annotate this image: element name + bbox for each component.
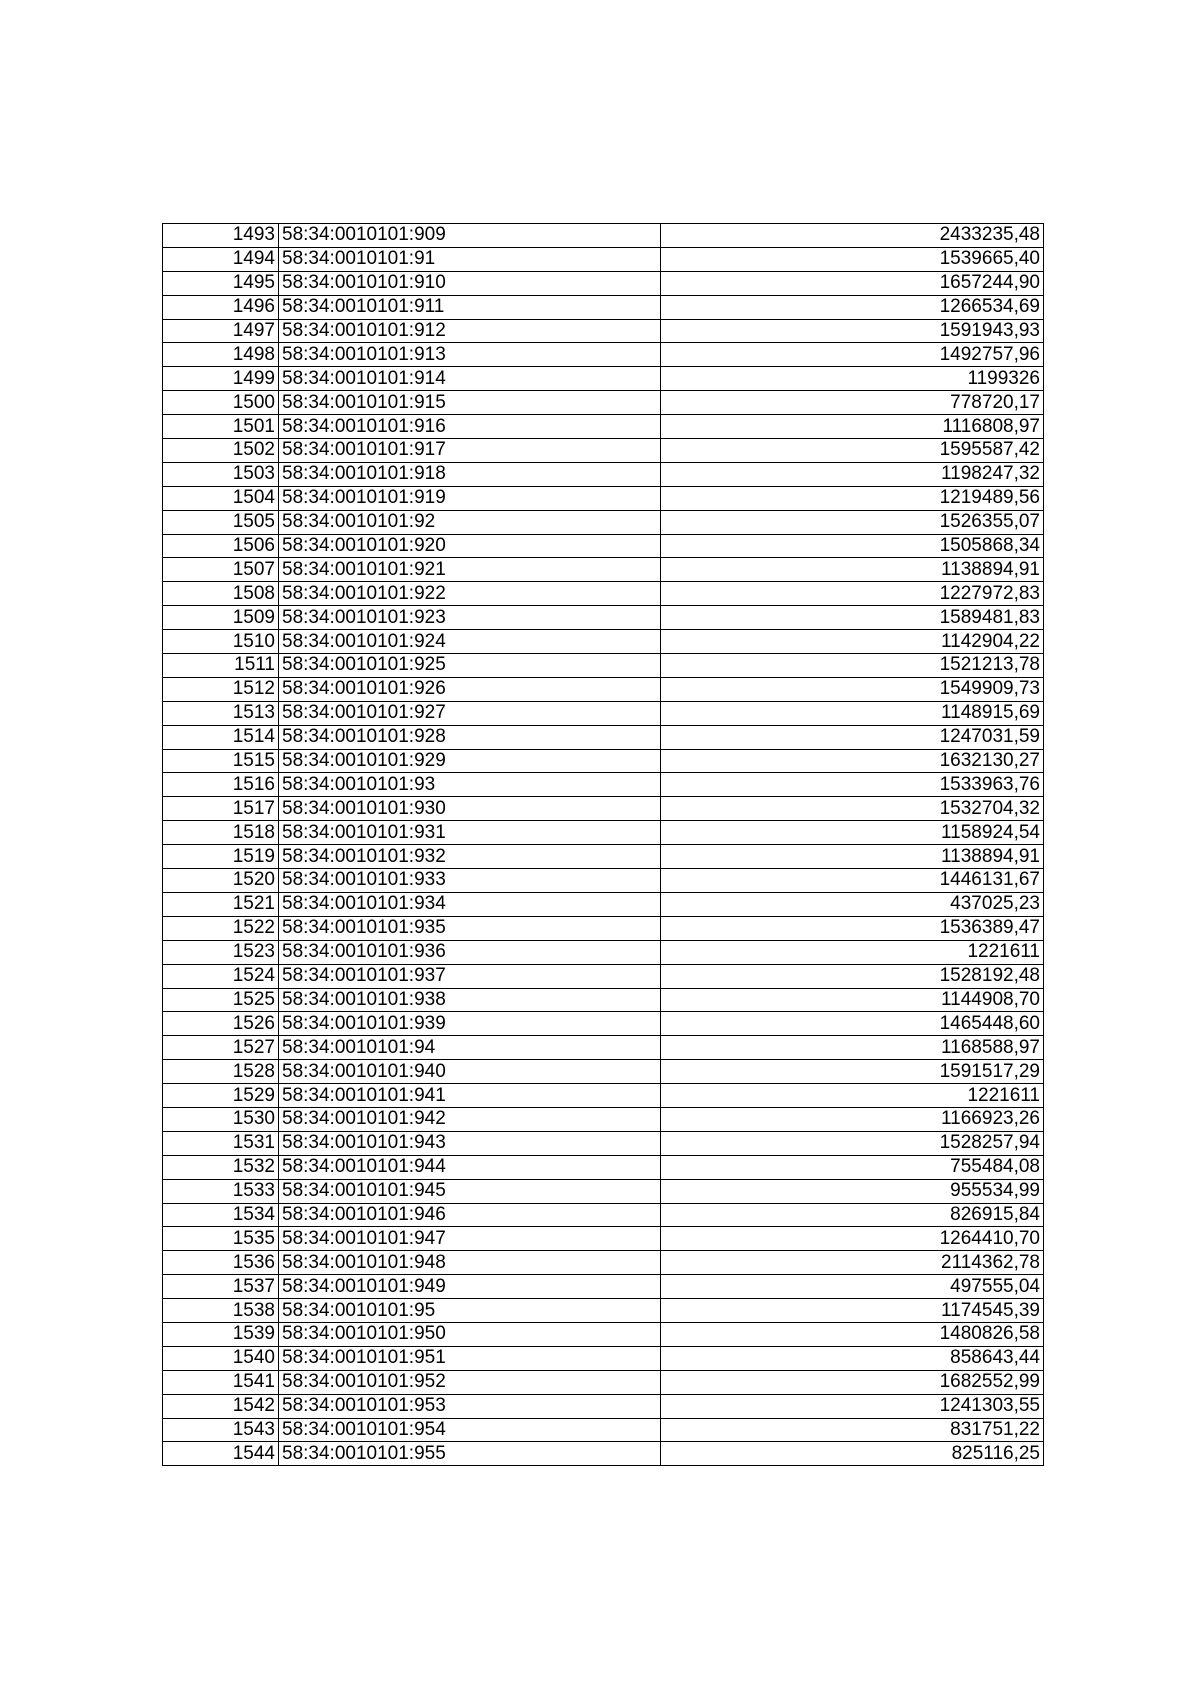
cadastral-number-cell: 58:34:0010101:95: [279, 1299, 661, 1323]
cadastral-number-cell: 58:34:0010101:937: [279, 964, 661, 988]
row-number-cell: 1540: [163, 1346, 279, 1370]
table-row: [163, 677, 1044, 701]
value-cell: 1591943,93: [661, 319, 1044, 343]
value-cell: 1199326: [661, 367, 1044, 391]
cadastral-number-cell: 58:34:0010101:91: [279, 247, 661, 271]
value-cell: 1227972,83: [661, 582, 1044, 606]
table-row: [163, 821, 1044, 845]
value-cell: 1632130,27: [661, 749, 1044, 773]
row-number-cell: 1544: [163, 1442, 279, 1466]
value-cell: 1138894,91: [661, 558, 1044, 582]
table-row: [163, 869, 1044, 893]
table-row: [163, 1179, 1044, 1203]
row-number-cell: 1514: [163, 725, 279, 749]
cadastral-number-cell: 58:34:0010101:951: [279, 1346, 661, 1370]
row-number-cell: 1525: [163, 988, 279, 1012]
value-cell: 1221611: [661, 940, 1044, 964]
value-cell: 778720,17: [661, 391, 1044, 415]
value-cell: 1492757,96: [661, 343, 1044, 367]
table-row: [163, 988, 1044, 1012]
table-row: [163, 1418, 1044, 1442]
table-row: [163, 271, 1044, 295]
value-cell: 1138894,91: [661, 845, 1044, 869]
row-number-cell: 1538: [163, 1299, 279, 1323]
cadastral-number-cell: 58:34:0010101:936: [279, 940, 661, 964]
cadastral-number-cell: 58:34:0010101:927: [279, 701, 661, 725]
table-row: [163, 1036, 1044, 1060]
value-cell: 1549909,73: [661, 677, 1044, 701]
value-cell: 1266534,69: [661, 295, 1044, 319]
cadastral-number-cell: 58:34:0010101:948: [279, 1251, 661, 1275]
table-row: [163, 1442, 1044, 1466]
cadastral-number-cell: 58:34:0010101:939: [279, 1012, 661, 1036]
row-number-cell: 1499: [163, 367, 279, 391]
row-number-cell: 1532: [163, 1155, 279, 1179]
value-cell: 1198247,32: [661, 462, 1044, 486]
table-row: [163, 415, 1044, 439]
value-cell: 1174545,39: [661, 1299, 1044, 1323]
table-row: [163, 1346, 1044, 1370]
value-cell: 1536389,47: [661, 916, 1044, 940]
table-row: [163, 510, 1044, 534]
table-row: [163, 1227, 1044, 1251]
cadastral-number-cell: 58:34:0010101:935: [279, 916, 661, 940]
cadastral-number-cell: 58:34:0010101:943: [279, 1131, 661, 1155]
value-cell: 1589481,83: [661, 606, 1044, 630]
cadastral-number-cell: 58:34:0010101:954: [279, 1418, 661, 1442]
row-number-cell: 1504: [163, 486, 279, 510]
cadastral-number-cell: 58:34:0010101:916: [279, 415, 661, 439]
cadastral-number-cell: 58:34:0010101:953: [279, 1394, 661, 1418]
row-number-cell: 1523: [163, 940, 279, 964]
value-cell: 825116,25: [661, 1442, 1044, 1466]
table-row: [163, 319, 1044, 343]
table-row: [163, 773, 1044, 797]
value-cell: 831751,22: [661, 1418, 1044, 1442]
table-row: [163, 224, 1044, 248]
table-row: [163, 558, 1044, 582]
row-number-cell: 1519: [163, 845, 279, 869]
cadastral-number-cell: 58:34:0010101:941: [279, 1084, 661, 1108]
value-cell: 1533963,76: [661, 773, 1044, 797]
row-number-cell: 1511: [163, 654, 279, 678]
cadastral-number-cell: 58:34:0010101:915: [279, 391, 661, 415]
value-cell: 1241303,55: [661, 1394, 1044, 1418]
cadastral-number-cell: 58:34:0010101:942: [279, 1107, 661, 1131]
row-number-cell: 1517: [163, 797, 279, 821]
row-number-cell: 1507: [163, 558, 279, 582]
cadastral-number-cell: 58:34:0010101:955: [279, 1442, 661, 1466]
table-row: [163, 295, 1044, 319]
value-cell: 497555,04: [661, 1275, 1044, 1299]
row-number-cell: 1510: [163, 630, 279, 654]
value-cell: 826915,84: [661, 1203, 1044, 1227]
value-cell: 1539665,40: [661, 247, 1044, 271]
value-cell: 1116808,97: [661, 415, 1044, 439]
value-cell: 755484,08: [661, 1155, 1044, 1179]
cadastral-number-cell: 58:34:0010101:921: [279, 558, 661, 582]
row-number-cell: 1529: [163, 1084, 279, 1108]
value-cell: 1148915,69: [661, 701, 1044, 725]
cadastral-number-cell: 58:34:0010101:945: [279, 1179, 661, 1203]
cadastral-number-cell: 58:34:0010101:909: [279, 224, 661, 248]
value-cell: 1526355,07: [661, 510, 1044, 534]
cadastral-number-cell: 58:34:0010101:947: [279, 1227, 661, 1251]
cadastral-number-cell: 58:34:0010101:923: [279, 606, 661, 630]
table-row: [163, 701, 1044, 725]
value-cell: 1657244,90: [661, 271, 1044, 295]
table-row: [163, 1370, 1044, 1394]
cadastral-value-table: [162, 223, 1044, 1466]
row-number-cell: 1527: [163, 1036, 279, 1060]
table-row: [163, 582, 1044, 606]
table-row: [163, 1394, 1044, 1418]
value-cell: 437025,23: [661, 892, 1044, 916]
table-row: [163, 1251, 1044, 1275]
table-row: [163, 1060, 1044, 1084]
cadastral-number-cell: 58:34:0010101:946: [279, 1203, 661, 1227]
table-row: [163, 654, 1044, 678]
row-number-cell: 1531: [163, 1131, 279, 1155]
table-row: [163, 343, 1044, 367]
row-number-cell: 1501: [163, 415, 279, 439]
table-row: [163, 439, 1044, 463]
row-number-cell: 1508: [163, 582, 279, 606]
table-row: [163, 1107, 1044, 1131]
value-cell: 1142904,22: [661, 630, 1044, 654]
cadastral-number-cell: 58:34:0010101:949: [279, 1275, 661, 1299]
cadastral-number-cell: 58:34:0010101:917: [279, 439, 661, 463]
cadastral-number-cell: 58:34:0010101:928: [279, 725, 661, 749]
row-number-cell: 1522: [163, 916, 279, 940]
row-number-cell: 1530: [163, 1107, 279, 1131]
cadastral-number-cell: 58:34:0010101:925: [279, 654, 661, 678]
row-number-cell: 1498: [163, 343, 279, 367]
row-number-cell: 1516: [163, 773, 279, 797]
cadastral-number-cell: 58:34:0010101:952: [279, 1370, 661, 1394]
row-number-cell: 1520: [163, 869, 279, 893]
cadastral-number-cell: 58:34:0010101:940: [279, 1060, 661, 1084]
cadastral-number-cell: 58:34:0010101:922: [279, 582, 661, 606]
value-cell: 1166923,26: [661, 1107, 1044, 1131]
value-cell: 1465448,60: [661, 1012, 1044, 1036]
value-cell: 1168588,97: [661, 1036, 1044, 1060]
row-number-cell: 1541: [163, 1370, 279, 1394]
value-cell: 1264410,70: [661, 1227, 1044, 1251]
value-cell: 858643,44: [661, 1346, 1044, 1370]
cadastral-number-cell: 58:34:0010101:944: [279, 1155, 661, 1179]
table-row: [163, 1203, 1044, 1227]
value-cell: 2114362,78: [661, 1251, 1044, 1275]
table-row: [163, 1299, 1044, 1323]
value-cell: 1144908,70: [661, 988, 1044, 1012]
row-number-cell: 1524: [163, 964, 279, 988]
value-cell: 1247031,59: [661, 725, 1044, 749]
row-number-cell: 1502: [163, 439, 279, 463]
table-row: [163, 630, 1044, 654]
cadastral-number-cell: 58:34:0010101:933: [279, 869, 661, 893]
table-row: [163, 247, 1044, 271]
row-number-cell: 1533: [163, 1179, 279, 1203]
table-row: [163, 916, 1044, 940]
value-cell: 1446131,67: [661, 869, 1044, 893]
cadastral-number-cell: 58:34:0010101:910: [279, 271, 661, 295]
table-row: [163, 797, 1044, 821]
row-number-cell: 1539: [163, 1322, 279, 1346]
row-number-cell: 1497: [163, 319, 279, 343]
cadastral-number-cell: 58:34:0010101:930: [279, 797, 661, 821]
cadastral-number-cell: 58:34:0010101:93: [279, 773, 661, 797]
cadastral-number-cell: 58:34:0010101:92: [279, 510, 661, 534]
value-cell: 1528192,48: [661, 964, 1044, 988]
value-cell: 2433235,48: [661, 224, 1044, 248]
table-row: [163, 1322, 1044, 1346]
value-cell: 955534,99: [661, 1179, 1044, 1203]
table-row: [163, 367, 1044, 391]
row-number-cell: 1521: [163, 892, 279, 916]
row-number-cell: 1503: [163, 462, 279, 486]
row-number-cell: 1534: [163, 1203, 279, 1227]
cadastral-number-cell: 58:34:0010101:913: [279, 343, 661, 367]
row-number-cell: 1506: [163, 534, 279, 558]
table-row: [163, 391, 1044, 415]
table-row: [163, 1084, 1044, 1108]
cadastral-number-cell: 58:34:0010101:926: [279, 677, 661, 701]
cadastral-number-cell: 58:34:0010101:929: [279, 749, 661, 773]
value-cell: 1221611: [661, 1084, 1044, 1108]
cadastral-number-cell: 58:34:0010101:950: [279, 1322, 661, 1346]
row-number-cell: 1526: [163, 1012, 279, 1036]
cadastral-number-cell: 58:34:0010101:918: [279, 462, 661, 486]
row-number-cell: 1513: [163, 701, 279, 725]
table-row: [163, 1155, 1044, 1179]
row-number-cell: 1536: [163, 1251, 279, 1275]
value-cell: 1532704,32: [661, 797, 1044, 821]
table-row: [163, 749, 1044, 773]
table-row: [163, 486, 1044, 510]
row-number-cell: 1528: [163, 1060, 279, 1084]
value-cell: 1682552,99: [661, 1370, 1044, 1394]
cadastral-number-cell: 58:34:0010101:94: [279, 1036, 661, 1060]
cadastral-number-cell: 58:34:0010101:914: [279, 367, 661, 391]
table-row: [163, 462, 1044, 486]
row-number-cell: 1537: [163, 1275, 279, 1299]
cadastral-number-cell: 58:34:0010101:931: [279, 821, 661, 845]
row-number-cell: 1509: [163, 606, 279, 630]
table-row: [163, 964, 1044, 988]
cadastral-number-cell: 58:34:0010101:924: [279, 630, 661, 654]
row-number-cell: 1496: [163, 295, 279, 319]
row-number-cell: 1493: [163, 224, 279, 248]
table-row: [163, 892, 1044, 916]
table-row: [163, 1275, 1044, 1299]
cadastral-number-cell: 58:34:0010101:932: [279, 845, 661, 869]
table-row: [163, 940, 1044, 964]
cadastral-number-cell: 58:34:0010101:938: [279, 988, 661, 1012]
row-number-cell: 1542: [163, 1394, 279, 1418]
value-cell: 1219489,56: [661, 486, 1044, 510]
value-cell: 1505868,34: [661, 534, 1044, 558]
row-number-cell: 1495: [163, 271, 279, 295]
value-cell: 1591517,29: [661, 1060, 1044, 1084]
row-number-cell: 1535: [163, 1227, 279, 1251]
table-row: [163, 1131, 1044, 1155]
cadastral-number-cell: 58:34:0010101:912: [279, 319, 661, 343]
cadastral-number-cell: 58:34:0010101:920: [279, 534, 661, 558]
table-row: [163, 606, 1044, 630]
row-number-cell: 1494: [163, 247, 279, 271]
table-row: [163, 1012, 1044, 1036]
cadastral-number-cell: 58:34:0010101:919: [279, 486, 661, 510]
value-cell: 1595587,42: [661, 439, 1044, 463]
value-cell: 1158924,54: [661, 821, 1044, 845]
cadastral-number-cell: 58:34:0010101:934: [279, 892, 661, 916]
row-number-cell: 1518: [163, 821, 279, 845]
table-row: [163, 725, 1044, 749]
value-cell: 1528257,94: [661, 1131, 1044, 1155]
value-cell: 1521213,78: [661, 654, 1044, 678]
cadastral-number-cell: 58:34:0010101:911: [279, 295, 661, 319]
row-number-cell: 1543: [163, 1418, 279, 1442]
row-number-cell: 1515: [163, 749, 279, 773]
table-row: [163, 845, 1044, 869]
row-number-cell: 1512: [163, 677, 279, 701]
table-body: [163, 224, 1044, 1466]
value-cell: 1480826,58: [661, 1322, 1044, 1346]
table-row: [163, 534, 1044, 558]
row-number-cell: 1500: [163, 391, 279, 415]
row-number-cell: 1505: [163, 510, 279, 534]
